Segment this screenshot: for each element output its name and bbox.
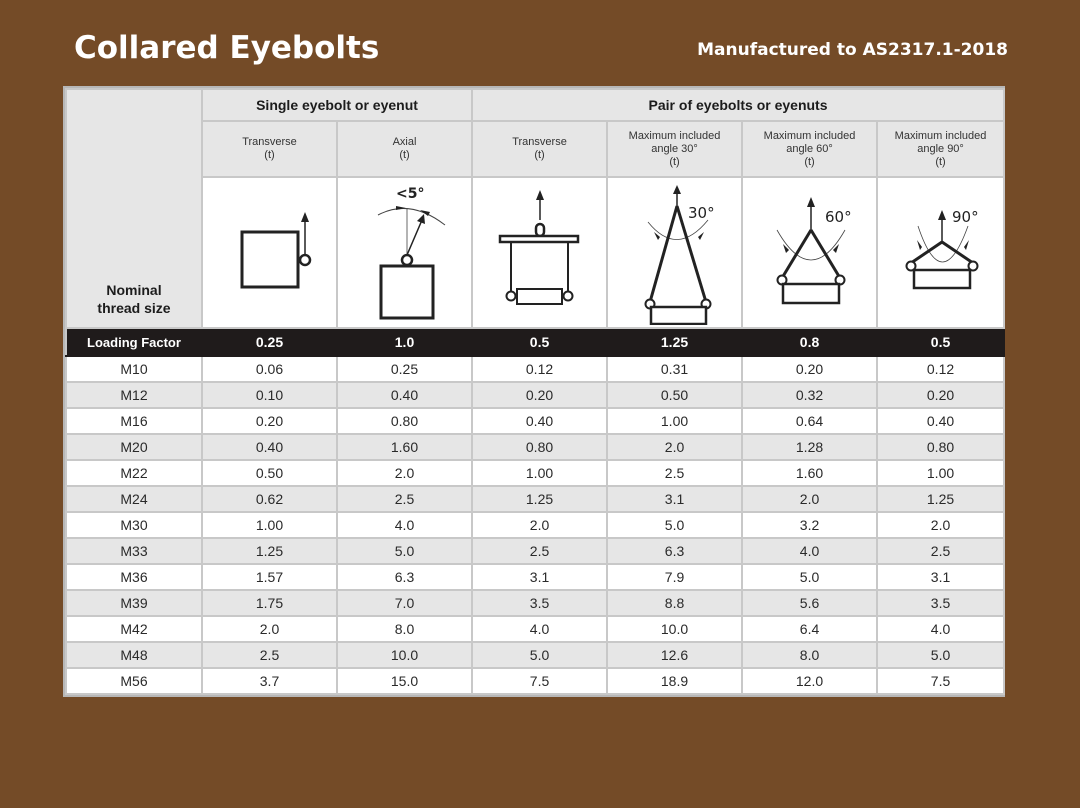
col-header-pair-30: Maximum included angle 30° (t) <box>607 121 742 177</box>
load-value-cell: 1.25 <box>202 538 337 564</box>
col-header-pair-90: Maximum included angle 90° (t) <box>877 121 1004 177</box>
loading-factor-value: 1.0 <box>337 328 472 356</box>
svg-text:30°: 30° <box>687 204 715 222</box>
pair-transverse-diagram <box>472 177 607 328</box>
load-value-cell: 5.0 <box>607 512 742 538</box>
load-value-cell: 18.9 <box>607 668 742 694</box>
load-value-cell: 10.0 <box>607 616 742 642</box>
load-value-cell: 0.32 <box>742 382 877 408</box>
col-header-pair-transverse: Transverse (t) <box>472 121 607 177</box>
load-value-cell: 5.0 <box>742 564 877 590</box>
table-row <box>66 356 1004 382</box>
nominal-label-line1: Nominal <box>106 282 162 298</box>
eyebolt-load-table <box>65 88 1003 695</box>
load-value-cell: 0.10 <box>202 382 337 408</box>
load-value-cell: 2.5 <box>607 460 742 486</box>
load-value-cell: 15.0 <box>337 668 472 694</box>
load-value-cell: 2.0 <box>202 616 337 642</box>
table-row <box>66 564 1004 590</box>
load-value-cell: 12.0 <box>742 668 877 694</box>
load-value-cell: 1.00 <box>877 460 1004 486</box>
load-value-cell: 0.40 <box>337 382 472 408</box>
load-value-cell: 6.3 <box>337 564 472 590</box>
load-value-cell: 12.6 <box>607 642 742 668</box>
load-value-cell: 2.0 <box>742 486 877 512</box>
thread-size-cell: M33 <box>66 538 202 564</box>
load-value-cell: 0.12 <box>472 356 607 382</box>
load-value-cell: 0.80 <box>877 434 1004 460</box>
col-header-pair-60: Maximum included angle 60° (t) <box>742 121 877 177</box>
table-row <box>66 486 1004 512</box>
load-value-cell: 2.0 <box>472 512 607 538</box>
load-value-cell: 7.5 <box>877 668 1004 694</box>
svg-text:60°: 60° <box>824 208 852 226</box>
load-value-cell: 2.0 <box>337 460 472 486</box>
load-value-cell: 0.62 <box>202 486 337 512</box>
table-row <box>66 616 1004 642</box>
load-value-cell: 1.25 <box>877 486 1004 512</box>
pair-90-diagram <box>877 177 1004 328</box>
load-value-cell: 0.12 <box>877 356 1004 382</box>
load-value-cell: 2.5 <box>877 538 1004 564</box>
load-value-cell: 7.0 <box>337 590 472 616</box>
load-value-cell: 3.1 <box>877 564 1004 590</box>
load-value-cell: 2.5 <box>472 538 607 564</box>
table-body <box>66 356 1004 694</box>
load-value-cell: 0.80 <box>472 434 607 460</box>
load-value-cell: 1.00 <box>202 512 337 538</box>
load-value-cell: 8.8 <box>607 590 742 616</box>
loading-factor-row <box>66 328 1004 356</box>
group-pair-eyebolts: Pair of eyebolts or eyenuts <box>472 89 1004 121</box>
load-value-cell: 4.0 <box>742 538 877 564</box>
load-value-cell: 1.25 <box>472 486 607 512</box>
load-value-cell: 0.50 <box>202 460 337 486</box>
load-value-cell: 1.57 <box>202 564 337 590</box>
thread-size-cell: M24 <box>66 486 202 512</box>
thread-size-cell: M12 <box>66 382 202 408</box>
loading-factor-value: 1.25 <box>607 328 742 356</box>
loading-factor-value: 0.25 <box>202 328 337 356</box>
load-value-cell: 2.5 <box>202 642 337 668</box>
pair-60-diagram <box>742 177 877 328</box>
column-header-row <box>66 121 1004 177</box>
loading-factor-value: 0.5 <box>877 328 1004 356</box>
load-value-cell: 4.0 <box>337 512 472 538</box>
load-value-cell: 5.6 <box>742 590 877 616</box>
load-value-cell: 0.20 <box>202 408 337 434</box>
thread-size-cell: M36 <box>66 564 202 590</box>
thread-size-cell: M22 <box>66 460 202 486</box>
nominal-thread-size-header <box>66 89 202 328</box>
table-row <box>66 434 1004 460</box>
load-value-cell: 2.0 <box>607 434 742 460</box>
thread-size-cell: M42 <box>66 616 202 642</box>
page-title: Collared Eyebolts <box>74 30 380 66</box>
load-value-cell: 1.60 <box>337 434 472 460</box>
table-row <box>66 642 1004 668</box>
thread-size-cell: M16 <box>66 408 202 434</box>
load-value-cell: 0.80 <box>337 408 472 434</box>
table-row <box>66 590 1004 616</box>
load-value-cell: 7.5 <box>472 668 607 694</box>
load-value-cell: 0.40 <box>472 408 607 434</box>
load-value-cell: 6.3 <box>607 538 742 564</box>
col-header-single-transverse: Transverse (t) <box>202 121 337 177</box>
load-value-cell: 0.40 <box>877 408 1004 434</box>
load-value-cell: 0.20 <box>877 382 1004 408</box>
svg-text:90°: 90° <box>952 208 979 226</box>
table-row <box>66 512 1004 538</box>
group-single-eyebolt: Single eyebolt or eyenut <box>202 89 472 121</box>
load-value-cell: 4.0 <box>877 616 1004 642</box>
load-value-cell: 6.4 <box>742 616 877 642</box>
nominal-label-line2: thread size <box>97 300 171 316</box>
load-value-cell: 0.25 <box>337 356 472 382</box>
group-header-row <box>66 89 1004 121</box>
load-value-cell: 0.40 <box>202 434 337 460</box>
table-row <box>66 538 1004 564</box>
thread-size-cell: M20 <box>66 434 202 460</box>
load-value-cell: 0.20 <box>742 356 877 382</box>
load-value-cell: 1.00 <box>472 460 607 486</box>
load-value-cell: 1.75 <box>202 590 337 616</box>
load-value-cell: 8.0 <box>742 642 877 668</box>
thread-size-cell: M48 <box>66 642 202 668</box>
load-value-cell: 0.20 <box>472 382 607 408</box>
load-value-cell: 3.1 <box>472 564 607 590</box>
load-value-cell: 3.5 <box>877 590 1004 616</box>
load-value-cell: 2.5 <box>337 486 472 512</box>
table-row <box>66 668 1004 694</box>
diagram-row <box>66 177 1004 328</box>
standard-subtitle: Manufactured to AS2317.1-2018 <box>697 40 1008 60</box>
loading-factor-value: 0.5 <box>472 328 607 356</box>
load-value-cell: 7.9 <box>607 564 742 590</box>
table-row <box>66 460 1004 486</box>
single-axial-diagram <box>337 177 472 328</box>
load-value-cell: 4.0 <box>472 616 607 642</box>
loading-factor-value: 0.8 <box>742 328 877 356</box>
load-value-cell: 5.0 <box>472 642 607 668</box>
col-header-single-axial: Axial (t) <box>337 121 472 177</box>
load-value-cell: 3.1 <box>607 486 742 512</box>
thread-size-cell: M56 <box>66 668 202 694</box>
table-row <box>66 408 1004 434</box>
single-transverse-diagram <box>202 177 337 328</box>
load-value-cell: 0.50 <box>607 382 742 408</box>
load-value-cell: 5.0 <box>337 538 472 564</box>
load-value-cell: 1.00 <box>607 408 742 434</box>
load-value-cell: 3.5 <box>472 590 607 616</box>
table-row <box>66 382 1004 408</box>
load-value-cell: 10.0 <box>337 642 472 668</box>
load-value-cell: 2.0 <box>877 512 1004 538</box>
load-value-cell: 8.0 <box>337 616 472 642</box>
load-value-cell: 1.60 <box>742 460 877 486</box>
load-value-cell: 0.31 <box>607 356 742 382</box>
load-value-cell: 3.7 <box>202 668 337 694</box>
pair-30-diagram <box>607 177 742 328</box>
load-value-cell: 3.2 <box>742 512 877 538</box>
svg-text:<5°: <5° <box>395 186 424 202</box>
loading-factor-label: Loading Factor <box>66 328 202 356</box>
thread-size-cell: M30 <box>66 512 202 538</box>
load-value-cell: 0.64 <box>742 408 877 434</box>
load-value-cell: 5.0 <box>877 642 1004 668</box>
load-value-cell: 0.06 <box>202 356 337 382</box>
load-value-cell: 1.28 <box>742 434 877 460</box>
thread-size-cell: M39 <box>66 590 202 616</box>
thread-size-cell: M10 <box>66 356 202 382</box>
